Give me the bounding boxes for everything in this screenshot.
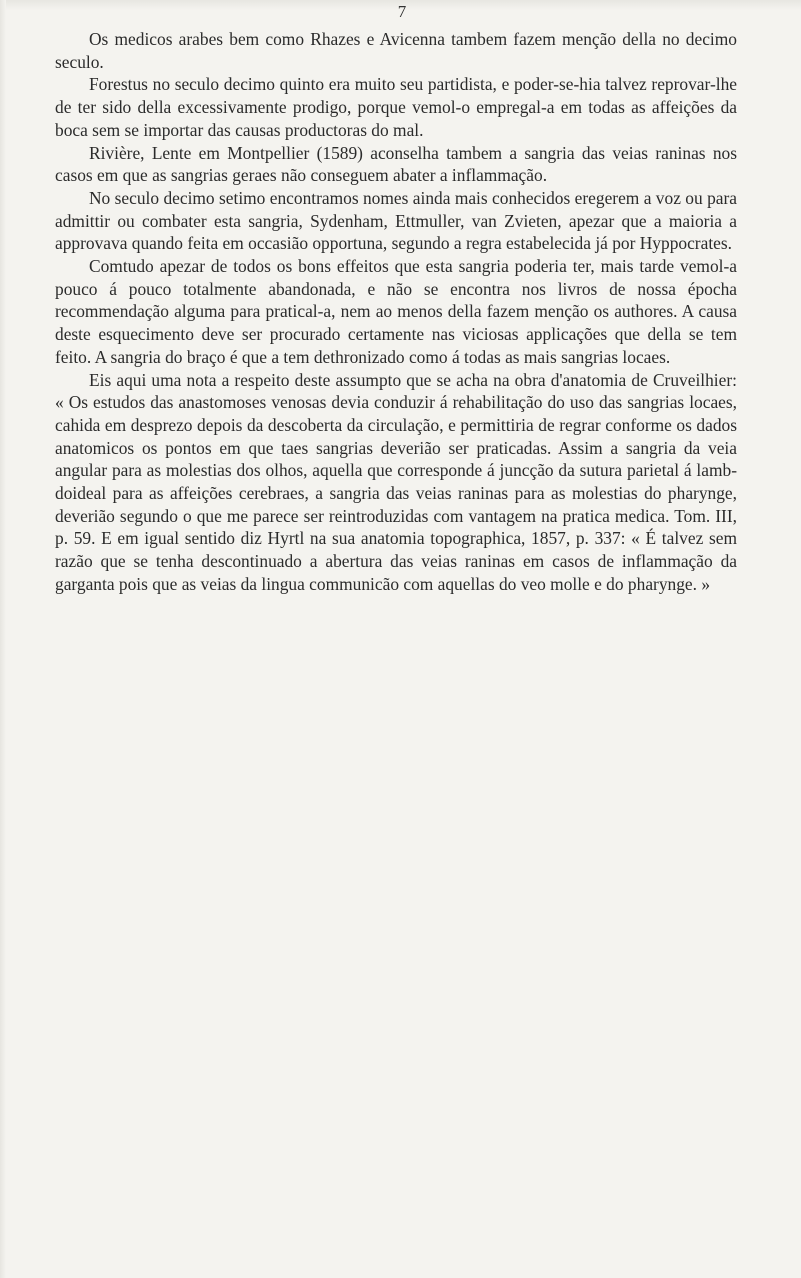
- page-number: 7: [397, 2, 407, 21]
- paragraph-6: Eis aqui uma nota a respeito deste assumpto que se acha na obra d'anatomia de Cruveilhier: « Os estudos das anastomoses venosas devia conduzir á rehabilitação do uso das sangrias locaes, cahida em desprezo depois da descoberta da circulação, e permittiria de regrar conforme os dados anatomicos os pontos em que taes sangrias deverião ser praticadas. Assim a sangria da veia angular para as molestias dos olhos, aquella que corresponde á juncção da sutura parietal á lamb-doideal para as affeições cerebraes, a sangria das veias raninas para as molestias do pharynge, deverião segundo o que me parece ser reintroduzidas com vantagem na pratica medica. Tom. III, p. 59. E em igual sentido diz Hyrtl na sua anatomia topographica, 1857, p. 337: « É talvez sem razão que se tenha descontinuado a abertura das veias raninas em casos de inflammação da garganta pois que as veias da lingua communicão com aquellas do veo molle e do pharynge. »: [55, 369, 737, 594]
- paragraph-5: Comtudo apezar de todos os bons effeitos que esta sangria poderia ter, mais tarde vemol-a pouco á pouco totalmente abandonada, e não se encontra nos livros de nossa épocha recommendação alguma para pratical-a, nem ao menos della fazem menção os authores. A causa deste esquecimento deve ser procurado certamente nas viciosas applicações que della se tem feito. A sangria do braço é que a tem dethronizado como á todas as mais sangrias locaes.: [55, 256, 737, 367]
- body-text: [55, 28, 737, 596]
- paragraph-2: Forestus no seculo decimo quinto era muito seu partidista, e poder-se-hia talvez reprovar-lhe de ter sido della excessivamente prodigo, porque vemol-o empregal-a em todas as affeições da boca sem se importar das causas productoras do mal.: [55, 74, 737, 140]
- paragraph-1: Os medicos arabes bem como Rhazes e Avicenna tambem fazem menção della no decimo seculo.: [55, 29, 737, 72]
- paragraph-4: No seculo decimo setimo encontramos nomes ainda mais conhecidos eregerem a voz ou para admittir ou combater esta sangria, Sydenham, Ettmuller, van Zvieten, apezar que a maioria a approvava quando feita em occasião opportuna, segundo a regra estabelecida já por Hyppocrates.: [55, 187, 737, 254]
- scan-edge-left: [0, 0, 6, 1278]
- paragraph-3: Rivière, Lente em Montpellier (1589) aconselha tambem a sangria das veias raninas nos casos em que as sangrias geraes não conseguem abater a inflammação.: [55, 142, 737, 186]
